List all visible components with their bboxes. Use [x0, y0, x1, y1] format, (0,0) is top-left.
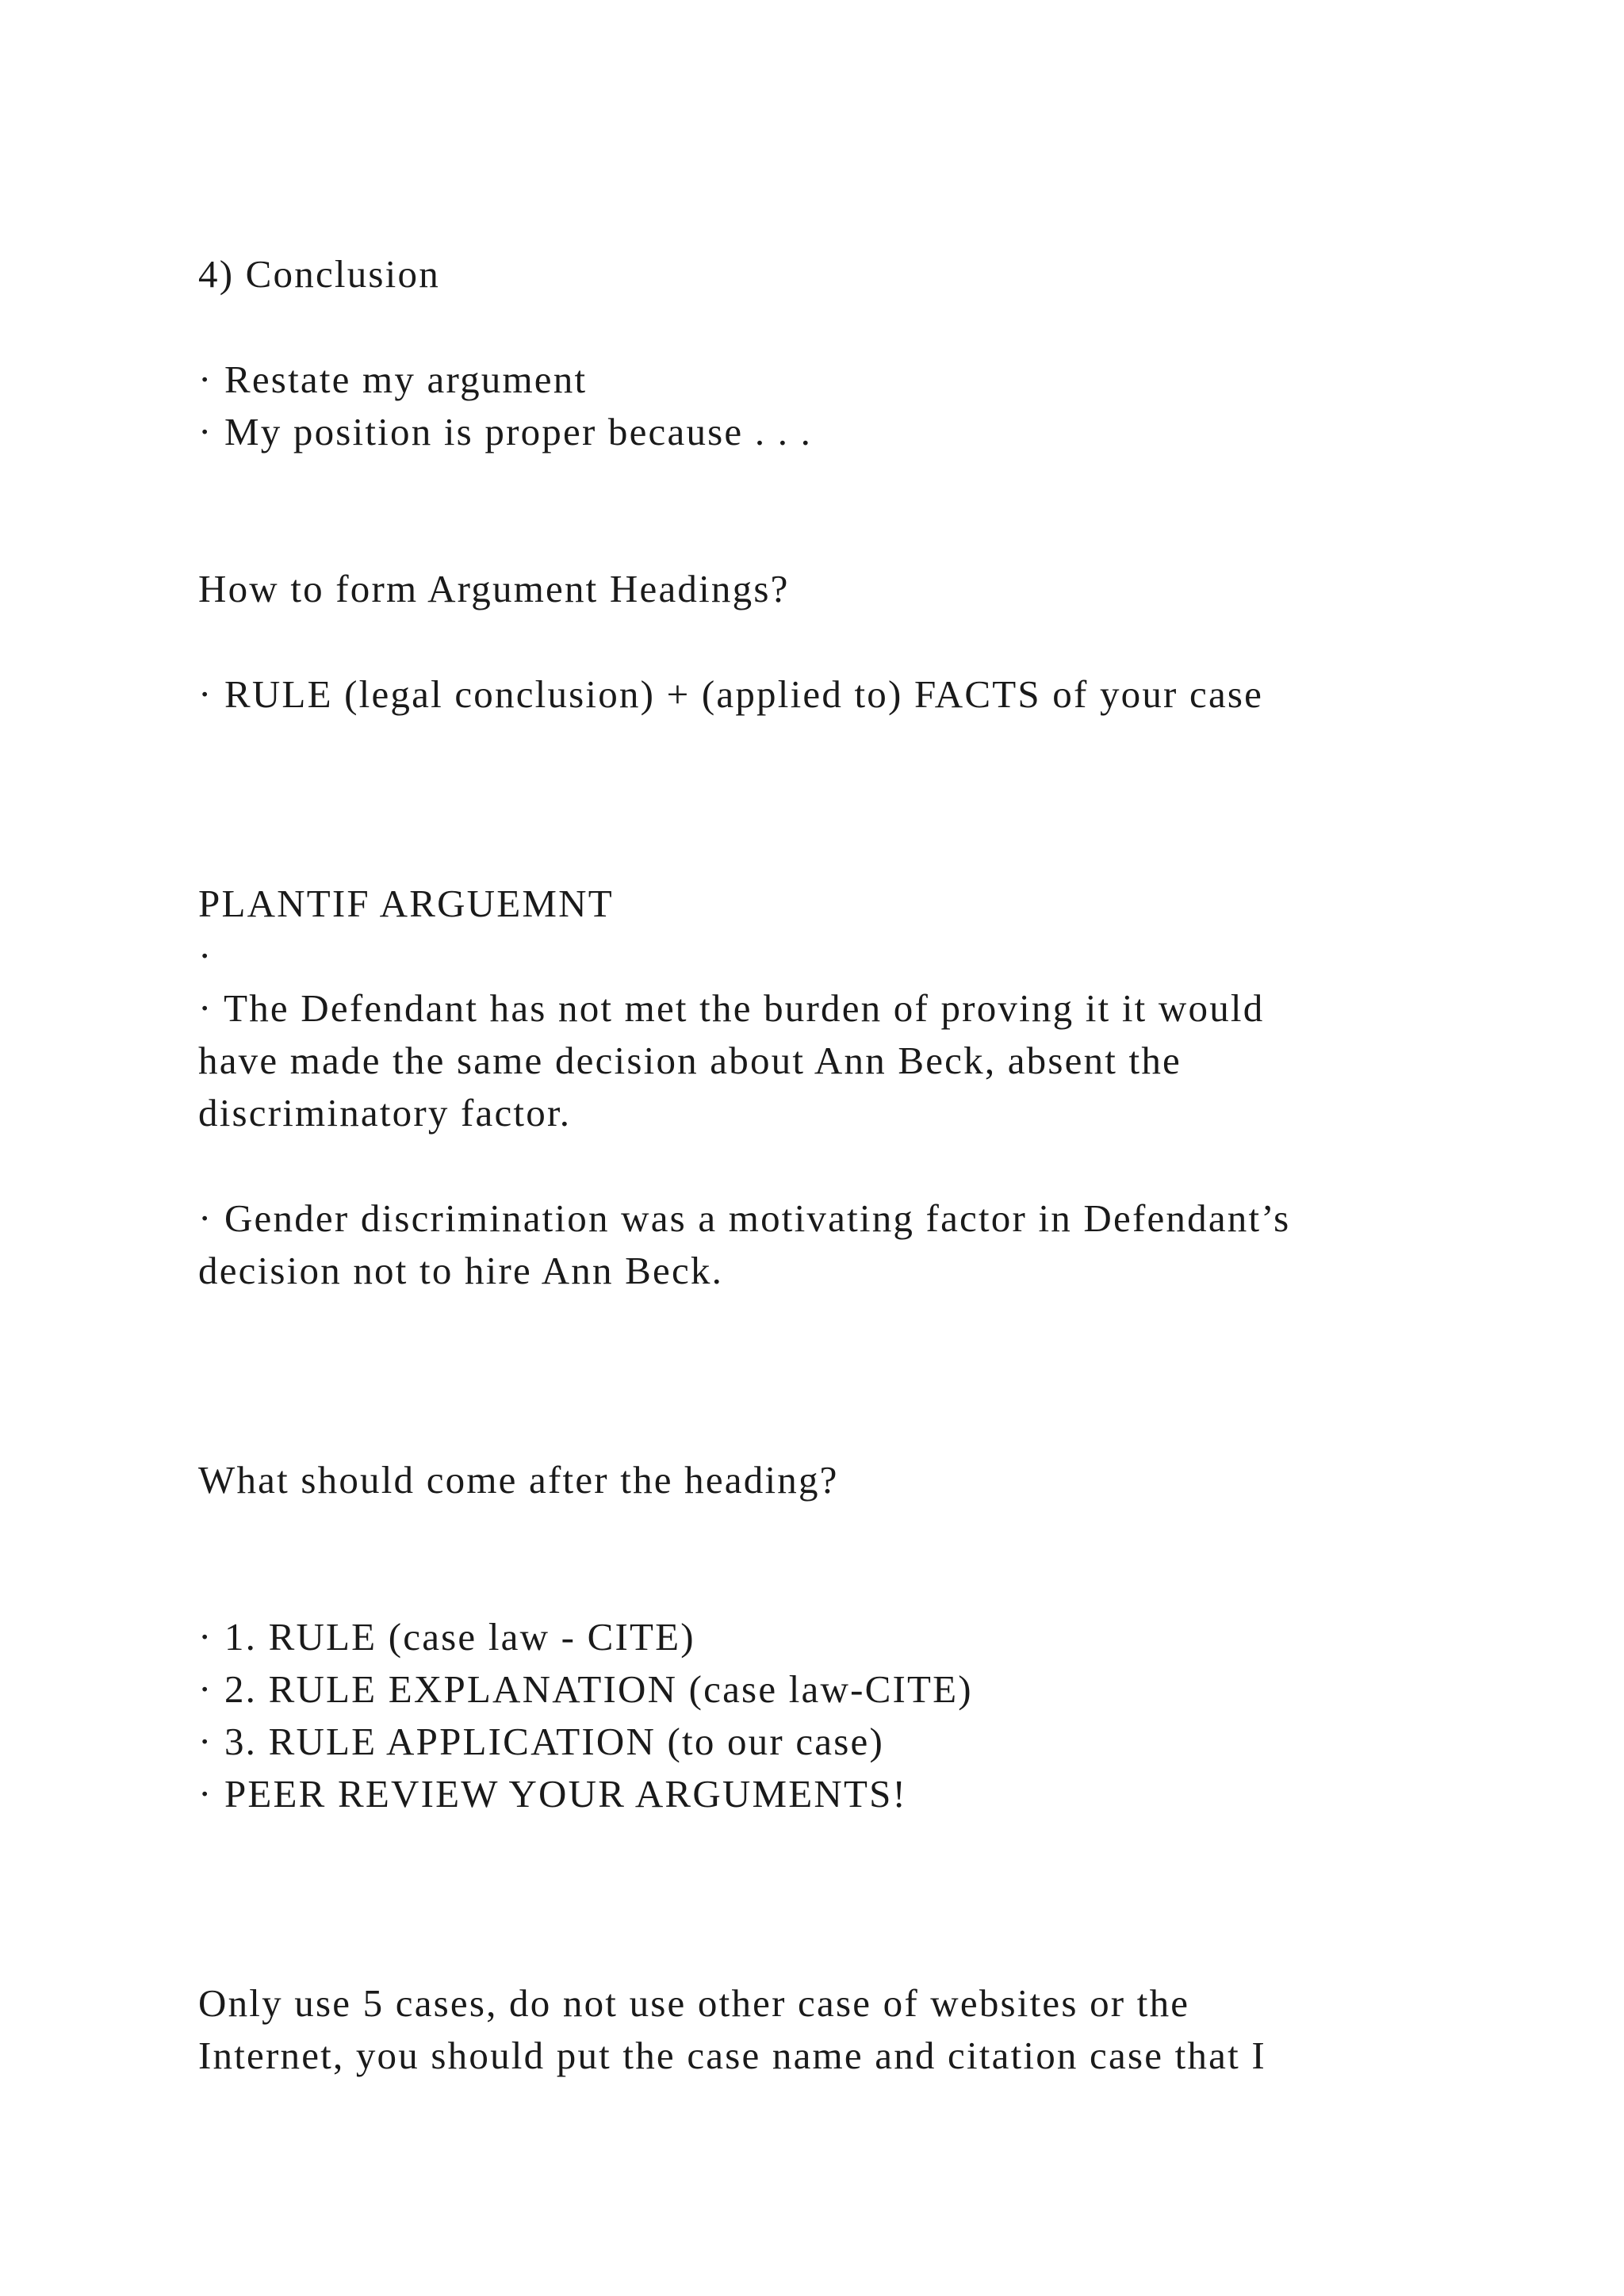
argument-headings-bullet-rule: · RULE (legal conclusion) + (applied to) FACTS of your case — [198, 672, 1264, 716]
instructions-line-1: Only use 5 cases, do not use other case of websites or the — [198, 1981, 1190, 2025]
after-heading-bullet-rule-application: · 3. RULE APPLICATION (to our case) — [198, 1720, 884, 1763]
argument-headings-question: How to form Argument Headings? — [198, 567, 790, 610]
after-heading-bullet-peer-review: · PEER REVIEW YOUR ARGUMENTS! — [198, 1772, 908, 1816]
after-heading-bullet-rule-explanation: · 2. RULE EXPLANATION (case law-CITE) — [198, 1667, 973, 1711]
plaintiff-paragraph-1-line-2: have made the same decision about Ann Beck, absent the — [198, 1039, 1182, 1082]
conclusion-heading: 4) Conclusion — [198, 252, 440, 296]
plaintiff-paragraph-1-line-3: discriminatory factor. — [198, 1091, 572, 1135]
plaintiff-paragraph-1-line-1: · The Defendant has not met the burden of proving it it would — [198, 986, 1265, 1030]
after-heading-question: What should come after the heading? — [198, 1458, 839, 1502]
plaintiff-paragraph-2-line-1: · Gender discrimination was a motivating factor in Defendant’s — [198, 1196, 1291, 1240]
instructions-line-2: Internet, you should put the case name and citation case that I — [198, 2034, 1266, 2077]
conclusion-bullet-position: · My position is proper because . . . — [198, 410, 813, 453]
plaintiff-paragraph-2-line-2: decision not to hire Ann Beck. — [198, 1249, 724, 1292]
plaintiff-argument-empty-bullet: · — [198, 934, 213, 978]
after-heading-bullet-rule: · 1. RULE (case law - CITE) — [198, 1615, 695, 1659]
plaintiff-argument-heading: PLANTIF ARGUEMNT — [198, 882, 614, 925]
conclusion-bullet-restate: · Restate my argument — [198, 358, 588, 401]
